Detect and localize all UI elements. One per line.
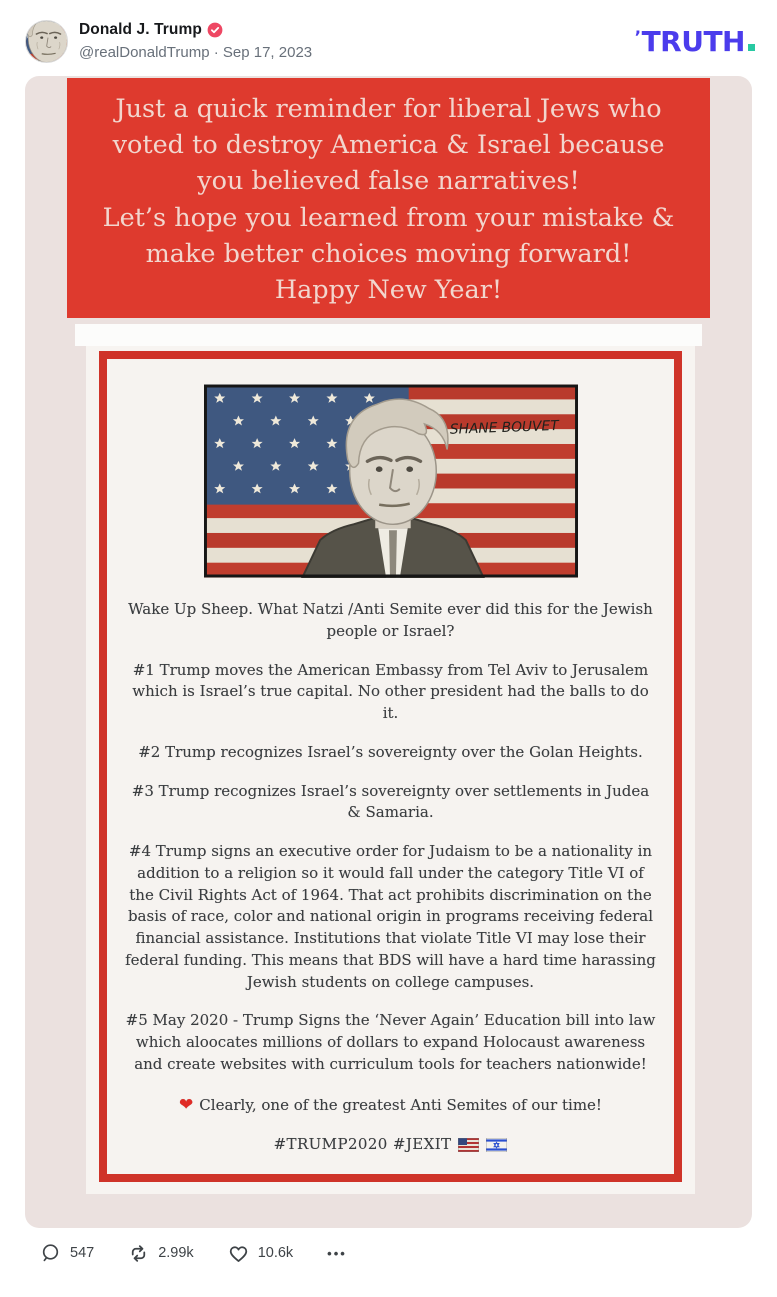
us-flag-icon (458, 1138, 479, 1152)
like-button[interactable] (228, 1244, 293, 1263)
poster-paragraph: #4 Trump signs an executive order for Judaism to be a nationality in addition to a religion so it would fall under the category Title VI of the Civil Rights Act of 1964. That act prohibits discrimination on the basis of race, color and national origin in programs receiving federal financial assistance. Institutions that violate Title VI may lose their federal funding. This means that BDS will have a hard time harassing Jewish students on college campuses. (125, 842, 656, 991)
display-name[interactable]: Donald J. Trump (79, 21, 202, 38)
engagement-bar (0, 1228, 777, 1263)
heart-outline-icon (228, 1244, 249, 1263)
retruth-icon (128, 1244, 149, 1263)
truth-logo-dot (748, 44, 755, 51)
reply-count: 547 (70, 1245, 95, 1261)
poster-paragraph: #5 May 2020 - Trump Signs the ‘Never Again’ Education bill into law which aloocates millions of dollars to expand Holocaust awareness and create websites with curriculum tools for teachers nationwide! (125, 1011, 656, 1073)
caption-line: Happy New Year! (274, 275, 503, 306)
trump-flag-drawing (204, 384, 578, 578)
red-heart-icon: ❤ (179, 1094, 194, 1115)
heart-line (123, 1093, 658, 1118)
avatar[interactable] (25, 20, 68, 63)
hashtag-line (123, 1134, 658, 1156)
handle-and-date[interactable]: @realDonaldTrump · Sep 17, 2023 (79, 44, 313, 61)
israel-flag-icon (486, 1138, 507, 1152)
reply-button[interactable] (40, 1243, 94, 1263)
caption-line: Let’s hope you learned from your mistake & make better choices moving forward! (102, 202, 675, 269)
caption-line: Just a quick reminder for liberal Jews who voted to destroy America & Israel because you believed false narratives! (112, 94, 665, 197)
post-media-image[interactable] (25, 76, 752, 1228)
like-count: 10.6k (257, 1245, 294, 1261)
truth-logo[interactable] (635, 20, 755, 56)
hashtags-text: #TRUMP2020 #JEXIT (273, 1135, 452, 1154)
truth-logo-tick: ’ (634, 28, 641, 48)
reply-icon (40, 1243, 61, 1263)
artist-signature: SHANE BOUVET (449, 417, 559, 438)
heart-line-text: Clearly, one of the greatest Anti Semites of our time! (199, 1095, 602, 1114)
poster (86, 346, 695, 1194)
more-options-button[interactable]: ••• (327, 1245, 347, 1261)
poster-paragraph: Wake Up Sheep. What Natzi /Anti Semite ever did this for the Jewish people or Israel? (128, 600, 653, 640)
poster-paragraph: #2 Trump recognizes Israel’s sovereignty over the Golan Heights. (138, 742, 643, 761)
poster-paragraph: #3 Trump recognizes Israel’s sovereignty over settlements in Judea & Samaria. (131, 781, 650, 822)
retruth-button[interactable] (128, 1244, 193, 1263)
post-header (0, 0, 777, 73)
red-caption-block (67, 78, 710, 318)
white-strip (75, 324, 702, 346)
poster-red-frame (99, 351, 682, 1182)
author-block (79, 20, 635, 61)
verified-badge-icon (207, 22, 223, 38)
truth-logo-word: TRUTH (641, 25, 745, 58)
retruth-count: 2.99k (158, 1245, 194, 1261)
poster-paragraph: #1 Trump moves the American Embassy from Tel Aviv to Jerusalem which is Israel’s true capital. No other president had the balls to do it. (132, 660, 649, 722)
